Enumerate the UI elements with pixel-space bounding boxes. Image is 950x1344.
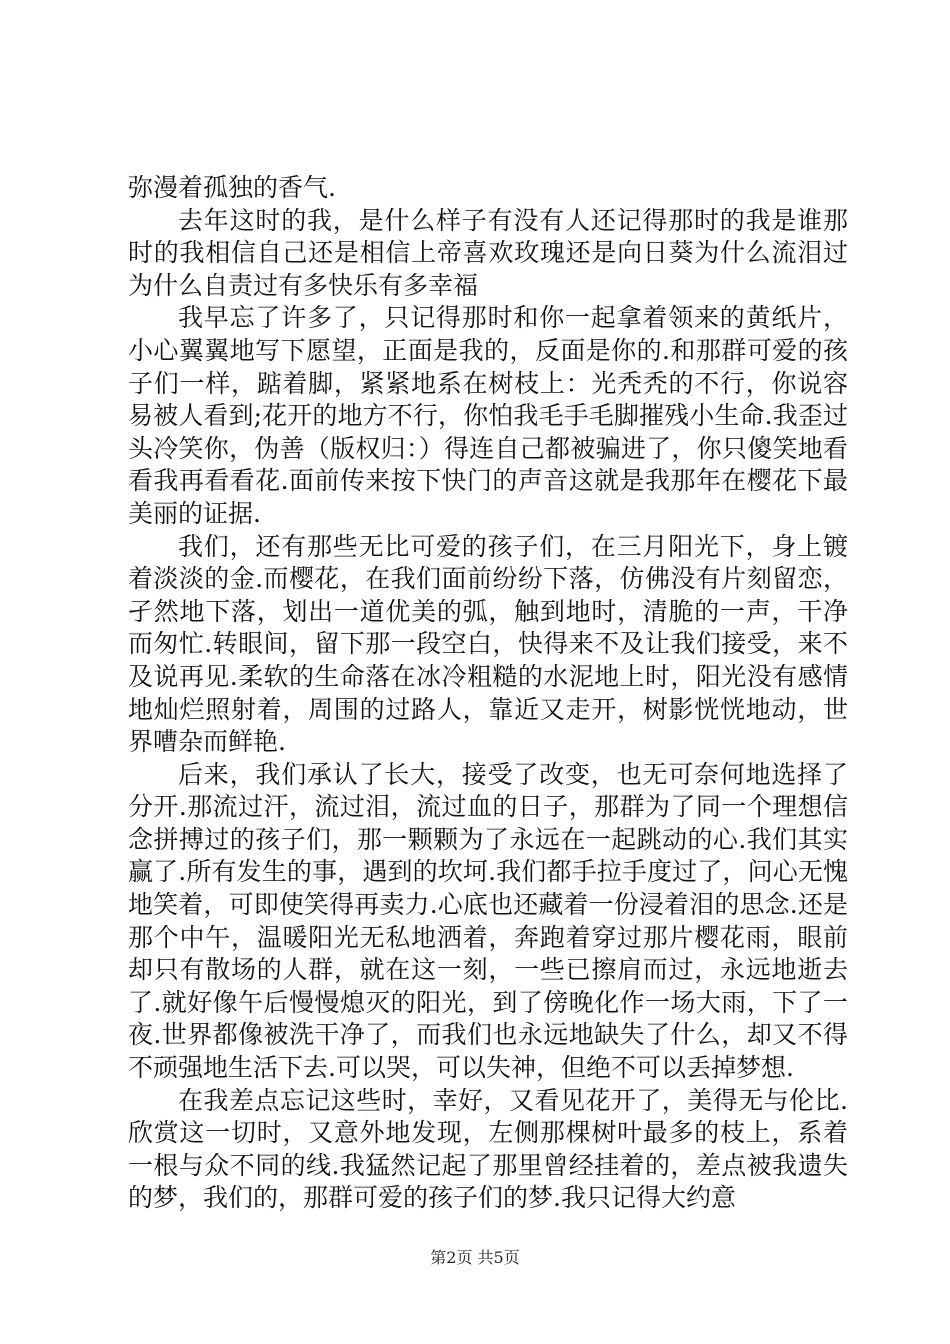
paragraph-2: 去年这时的我，是什么样子有没有人还记得那时的我是谁那时的我相信自己还是相信上帝喜欢玫瑰还是向日葵为什么流泪过为什么自责过有多快乐有多幸福 <box>128 205 848 300</box>
paragraph-1: 弥漫着孤独的香气. <box>128 173 336 202</box>
paragraph-5: 后来，我们承认了长大，接受了改变，也无可奈何地选择了分开.那流过汗，流过泪，流过血的日子，那群为了同一个理想信念拼搏过的孩子们，那一颗颗为了永远在一起跳动的心.我们其实赢了.所有发生的事，遇到的坎坷.我们都手拉手度过了，问心无愧地笑着，可即使笑得再卖力.心底也还藏着一份浸着泪的思念.还是那个中午，温暖阳光无私地洒着，奔跑着穿过那片樱花雨，眼前却只有散场的人群，就在这一刻，一些已擦肩而过，永远地逝去了.就好像午后慢慢熄灭的阳光，到了傍晚化作一场大雨，下了一夜.世界都像被洗干净了，而我们也永远地缺失了什么，却又不得不顽强地生活下去.可以哭，可以失神，但绝不可以丢掉梦想. <box>128 759 848 1083</box>
page-footer: 第2页 共5页 <box>430 1248 520 1267</box>
paragraph-3: 我早忘了许多了，只记得那时和你一起拿着领来的黄纸片，小心翼翼地写下愿望，正面是我的，反面是你的.和那群可爱的孩子们一样，踮着脚，紧紧地系在树枝上：光秃秃的不行，你说容易被人看到;花开的地方不行，你怕我毛手毛脚摧残小生命.我歪过头冷笑你，伪善（版权归：）得连自己都被骗进了，你只傻笑地看看我再看看花.面前传来按下快门的声音这就是我那年在樱花下最美丽的证据. <box>128 303 848 528</box>
paragraph-4: 我们，还有那些无比可爱的孩子们，在三月阳光下，身上镀着淡淡的金.而樱花，在我们面前纷纷下落，仿佛没有片刻留恋，孑然地下落，划出一道优美的弧，触到地时，清脆的一声，干净而匆忙.转眼间，留下那一段空白，快得来不及让我们接受，来不及说再见.柔软的生命落在冰冷粗糙的水泥地上时，阳光没有感情地灿烂照射着，周围的过路人，靠近又走开，树影恍恍地动，世界嘈杂而鲜艳. <box>128 531 848 757</box>
paragraph-6: 在我差点忘记这些时，幸好，又看见花开了，美得无与伦比.欣赏这一切时，又意外地发现，左侧那棵树叶最多的枝上，系着一根与众不同的线.我猛然记起了那里曾经挂着的，差点被我遗失的梦，我们的，那群可爱的孩子们的梦.我只记得大约意 <box>128 1085 848 1213</box>
document-body <box>128 172 848 1215</box>
